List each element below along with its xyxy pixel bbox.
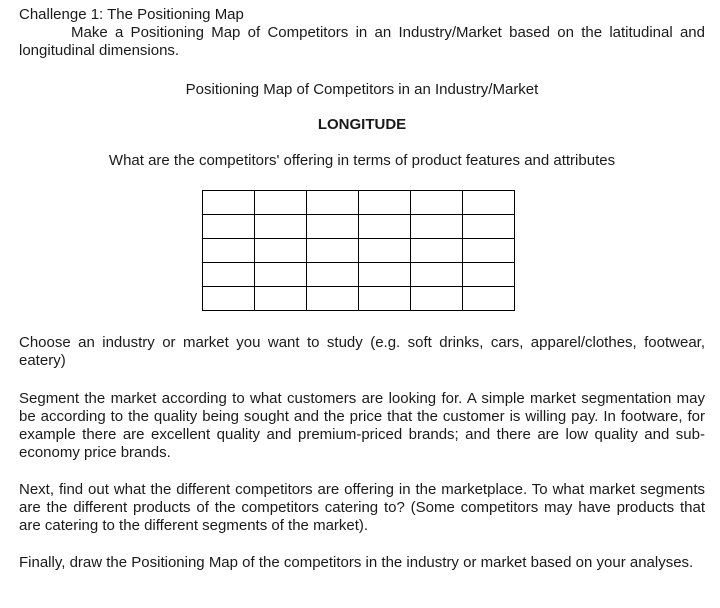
grid-cell <box>203 191 255 215</box>
grid-row <box>203 191 515 215</box>
grid-cell <box>307 215 359 239</box>
positioning-grid-area <box>19 190 705 314</box>
paragraph-choose-industry: Choose an industry or market you want to study (e.g. soft drinks, cars, apparel/clothes, footwear, eatery) <box>19 334 705 369</box>
grid-cell <box>255 239 307 263</box>
grid-row <box>203 239 515 263</box>
grid-cell <box>411 263 463 287</box>
axis-question: What are the competitors' offering in terms of product features and attributes <box>108 152 616 169</box>
grid-cell <box>463 239 515 263</box>
paragraph-segment-market: Segment the market according to what customers are looking for. A simple market segmentation may be according to the quality being sought and the price that the customer is willing pay. In footware, for example there are excellent quality and premium-priced brands; and there are low quality and sub-economy price brands. <box>19 390 705 461</box>
grid-cell <box>307 263 359 287</box>
grid-cell <box>255 263 307 287</box>
grid-cell <box>463 287 515 311</box>
axis-label: LONGITUDE <box>317 116 407 133</box>
grid-cell <box>307 191 359 215</box>
grid-row <box>203 263 515 287</box>
grid-cell <box>307 239 359 263</box>
grid-cell <box>411 287 463 311</box>
grid-cell <box>411 215 463 239</box>
grid-cell <box>463 263 515 287</box>
grid-cell <box>359 263 411 287</box>
grid-row <box>203 215 515 239</box>
grid-cell <box>255 215 307 239</box>
grid-cell <box>359 239 411 263</box>
challenge-title: Challenge 1: The Positioning Map <box>19 6 244 23</box>
paragraph-draw-map: Finally, draw the Positioning Map of the competitors in the industry or market based on your analyses. <box>19 554 694 571</box>
map-title: Positioning Map of Competitors in an Industry/Market <box>185 81 539 98</box>
challenge-intro: Make a Positioning Map of Competitors in an Industry/Market based on the latitudinal and longitudinal dimensions. <box>19 24 705 59</box>
grid-cell <box>411 239 463 263</box>
grid-cell <box>463 215 515 239</box>
grid-cell <box>203 239 255 263</box>
grid-cell <box>463 191 515 215</box>
grid-cell <box>203 215 255 239</box>
grid-cell <box>203 287 255 311</box>
grid-cell <box>359 191 411 215</box>
grid-cell <box>203 263 255 287</box>
positioning-grid <box>202 190 515 311</box>
grid-cell <box>411 191 463 215</box>
grid-row <box>203 287 515 311</box>
paragraph-find-competitors: Next, find out what the different competitors are offering in the marketplace. To what market segments are the different products of the competitors catering to? (Some competitors may have products that are catering to the different segments of the market). <box>19 481 705 534</box>
grid-cell <box>307 287 359 311</box>
grid-cell <box>359 287 411 311</box>
grid-cell <box>255 191 307 215</box>
document-page <box>19 6 705 572</box>
grid-cell <box>359 215 411 239</box>
grid-cell <box>255 287 307 311</box>
